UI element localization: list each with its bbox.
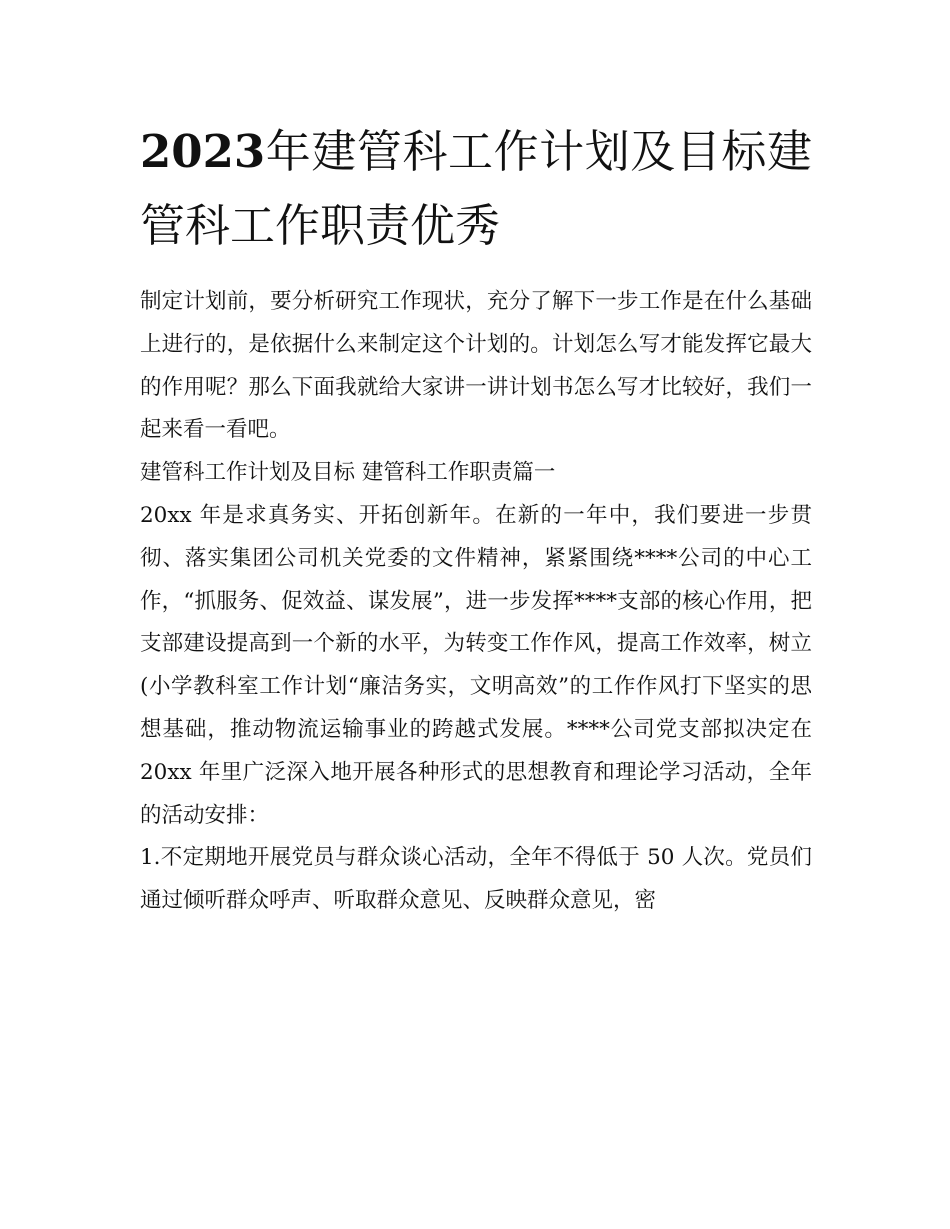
title-text: 年建管科工作计划及目标建管科工作职责优秀 bbox=[140, 125, 812, 252]
body-paragraph: 20xx 年是求真务实、开拓创新年。在新的一年中，我们要进一步贯彻、落实集团公司机关党委的文件精神，紧紧围绕****公司的中心工作，“抓服务、促效益、谋发展”，进一步发挥****支部的核心作用，把支部建设提高到一个新的水平，为转变工作作风，提高工作效率，树立(小学教科室工作计划“廉洁务实，文明高效”的工作作风打下坚实的思想基础，推动物流运输事业的跨越式发展。****公司党支部拟决定在 20xx 年里广泛深入地开展各种形式的思想教育和理论学习活动，全年的活动安排： bbox=[140, 502, 812, 828]
document-body bbox=[140, 281, 812, 923]
body-paragraph: 1.不定期地开展党员与群众谈心活动，全年不得低于 50 人次。党员们通过倾听群众呼声、听取群众意见、反映群众意见，密 bbox=[140, 845, 812, 914]
title-year: 2023 bbox=[140, 125, 266, 178]
document-title bbox=[140, 115, 812, 263]
intro-paragraph: 制定计划前，要分析研究工作现状，充分了解下一步工作是在什么基础上进行的，是依据什么来制定这个计划的。计划怎么写才能发挥它最大的作用呢？那么下面我就给大家讲一讲计划书怎么写才比较好，我们一起来看一看吧。 bbox=[140, 289, 812, 443]
document-page bbox=[140, 115, 812, 923]
section-heading: 建管科工作计划及目标 建管科工作职责篇一 bbox=[140, 460, 556, 486]
